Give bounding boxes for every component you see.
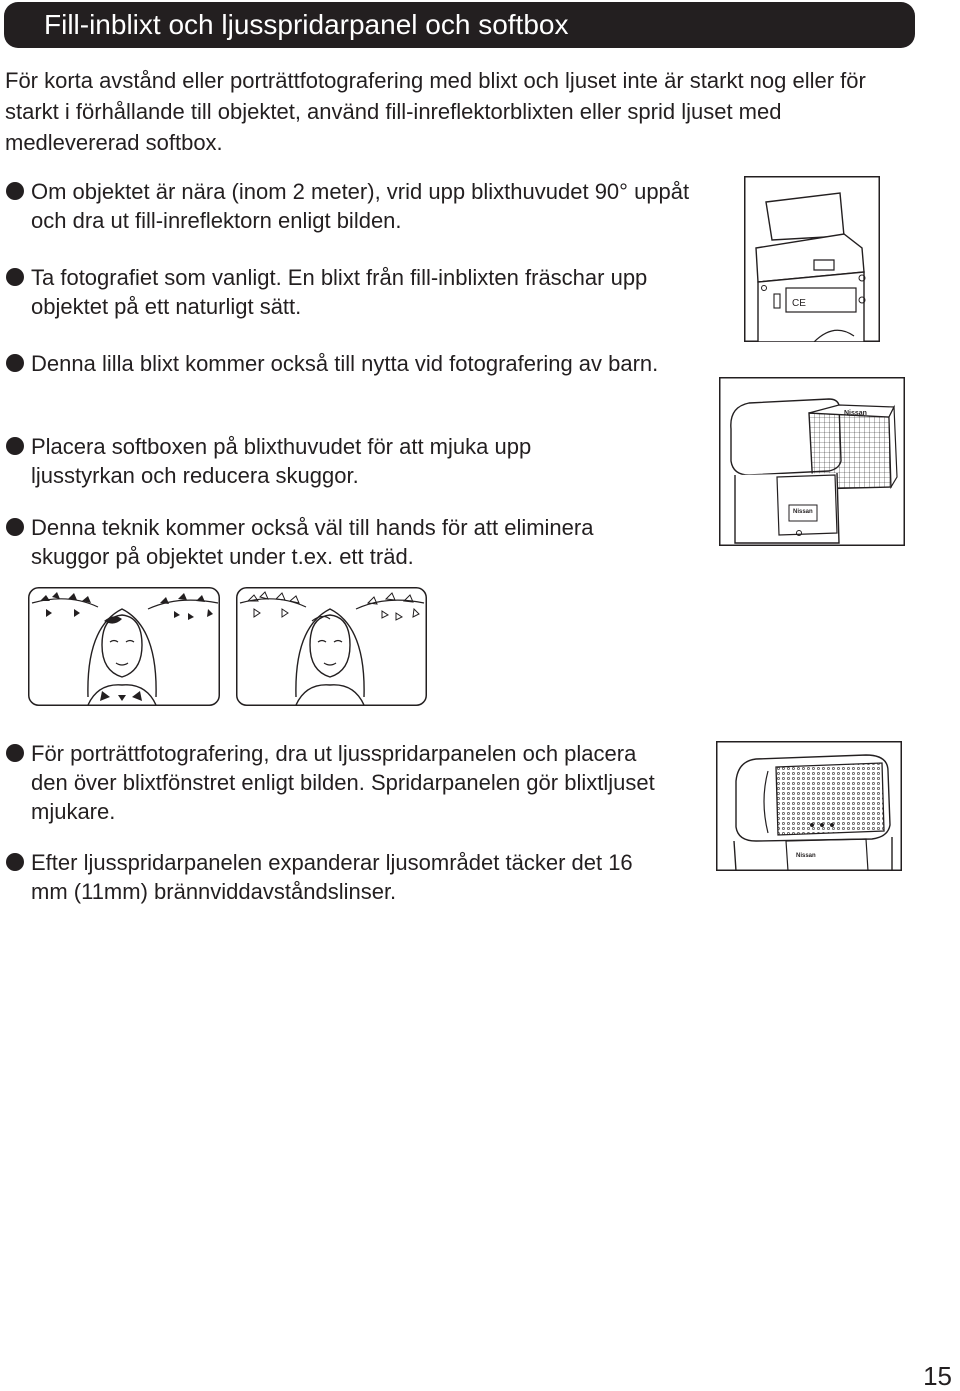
diffuser-panel-illustration <box>716 741 902 871</box>
bullet-item: Placera softboxen på blixthuvudet för att mjuka upp ljusstyrkan och reducera skuggor. <box>31 432 611 490</box>
bullet-item: Om objektet är nära (inom 2 meter), vrid upp blixthuvudet 90° uppåt och dra ut fill-inreflektorn enligt bilden. <box>31 177 711 235</box>
flash-reflector-illustration <box>744 176 880 342</box>
ce-mark: CE <box>792 298 806 309</box>
bullet-item: Ta fotografiet som vanligt. En blixt från fill-inblixten fräschar upp objektet på ett naturligt sätt. <box>31 263 671 321</box>
svg-text:Nissan: Nissan <box>796 853 816 859</box>
softbox-illustration <box>719 377 905 546</box>
page-number: 15 <box>923 1361 952 1391</box>
bullet-item: Denna lilla blixt kommer också till nytta vid fotografering av barn. <box>31 349 671 378</box>
title-bar <box>4 2 915 48</box>
intro-paragraph: För korta avstånd eller porträttfotografering med blixt och ljuset inte är starkt nog eller för starkt i förhållande till objektet, använd fill-inreflektorblixten eller sprid ljuset med medlevererad softbox. <box>5 68 866 155</box>
svg-text:Nissan: Nissan <box>793 509 813 515</box>
svg-text:Nissan: Nissan <box>844 410 867 417</box>
page-title: Fill-inblixt och ljusspridarpanel och softbox <box>44 9 569 40</box>
portrait-without-softbox-illustration <box>28 587 220 706</box>
portrait-with-softbox-illustration <box>236 587 427 706</box>
bullet-item: För porträttfotografering, dra ut ljusspridarpanelen och placera den över blixtfönstret enligt bilden. Spridarpanelen gör blixtljuset mjukare. <box>31 739 671 826</box>
bullet-item: Denna teknik kommer också väl till hands för att eliminera skuggor på objektet under t.ex. ett träd. <box>31 513 671 571</box>
bullet-item: Efter ljusspridarpanelen expanderar ljusområdet täcker det 16 mm (11mm) brännviddavståndslinser. <box>31 848 671 906</box>
